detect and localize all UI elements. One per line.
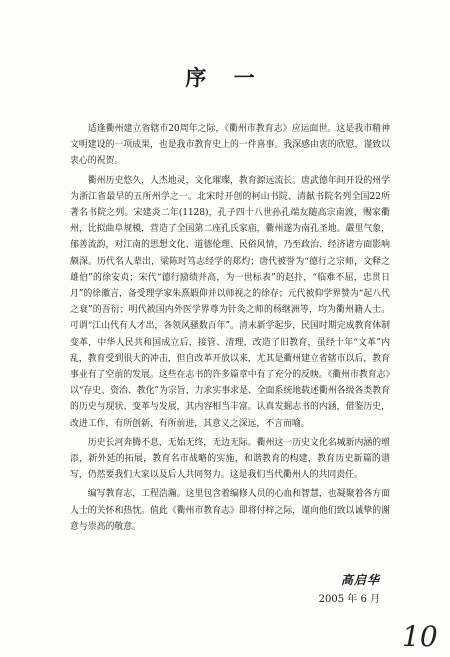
author-signature: 高启华	[340, 573, 380, 587]
handwritten-page-number: 10	[402, 620, 438, 653]
paragraph-2: 衢州历史悠久，人杰地灵，文化璀璨，教育源远流长。唐武德年间开设的州学为浙江省最早的五所州学之一。北宋时开创的柯山书院、清献书院名列全国22所著名书院之列。宋建炎二年(1128)，孔子四十八世孙孔端友随高宗南渡，赐家衢州，比拟曲阜规模，营造了全国第二座孔氏家庙，衢州遂为南孔圣地。嚴里气象，郁善流韵，对江南的思想文化、道德伦理、民俗风情，乃至政治、经济诸方面影响颇深。历代名人辈出，梁陈时笃志经学的郑灼；唐代被誉为“德行之宗师，文释之雄伯”的徐安贞；宋代“德行励绩并高，为一世标表”的赵抃，“临难不屈，忠贯日月”的徐徽言，备受理学家朱熹嘏仰并以师视之的徐存；元代被仰学界赞为“起八代之衰”的吾衍；明代被国内外医学界尊为针灸之师的杨继洲等，均为衢州籍人士。可谓“江山代有人才出，各领风骚数百年”。清末新学起步，民国时期完成教育体制变革，中华人民共和国成立后，接管、清理，改造了旧教育，虽经十年“文革”内乱，教育受到很大的冲击，但自改革开放以来，尤其是衢州建立省辖市以后，教育事业有了空前的发展。这些在志书的许多篇章中有了充分的反映。《衢州市教育志》以“存史、资治、教化”为宗旨，力求实事求是、全面系统地载述衢州各级各类教育的历史与现状、变革与发展，其内容相当丰富。认真发掘志书的内涵，借鉴历史，改进工作，有所创新、有所前进，其意义之深远，不言而喻。	[70, 175, 390, 429]
signature-date: 2005 年 6 月	[318, 594, 380, 605]
paragraph-1: 适逢衢州建立省辖市20周年之际，《衢州市教育志》应运面世。这是我市精神文明建设的一项成果，也是我市教育史上的一件喜事。我深感由衷的欣慰，谨致以衷心的祝贺。	[70, 124, 390, 167]
preface-title: 序 一	[185, 65, 265, 90]
paragraph-3: 历史长河奔腾不息，无始无终，无边无际。衢州这一历史文化名城新内涵的增添，新外延的拓展，教育名市战略的实施，和谐教育的构建，教育历史新篇的谱写，仍然要我们大家以及后人共同努力。这是我们当代衢州人的共同责任。	[70, 437, 390, 481]
preface-body	[70, 121, 390, 538]
paragraph-4: 编写教育志，工程浩瀚。这里包含着编修人员的心血和智慧，也凝聚着各方面人士的关怀和热忱。值此《衢州市教育志》即将付梓之际，谨向他们致以诚挚的谢意与崇高的敬意。	[70, 489, 390, 532]
